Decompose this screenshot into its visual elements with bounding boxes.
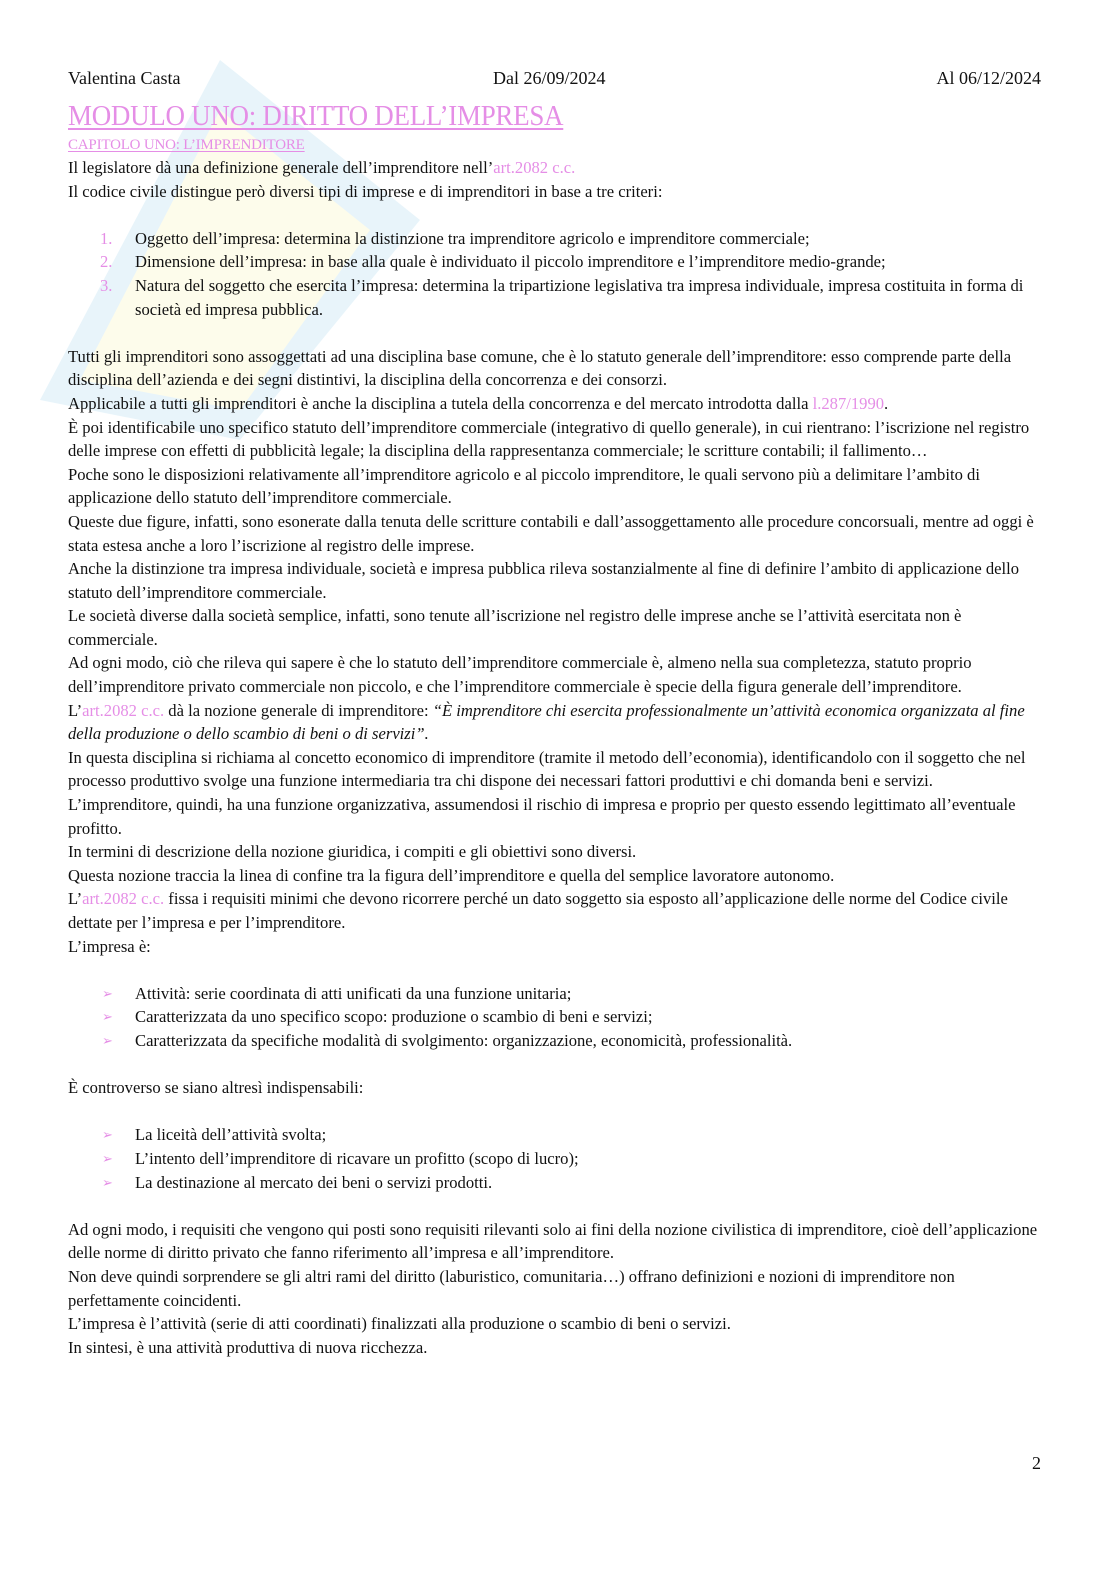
paragraph: Tutti gli imprenditori sono assoggettati ad una disciplina base comune, che è lo statuto generale dell’imprenditore: esso comprende parte della disciplina dell’azienda e dei segni distintivi, la disciplina della concorrenza e dei consorzi. — [68, 346, 1012, 390]
paragraph — [68, 392, 1043, 416]
intro-line-2: Il codice civile distingue però diversi tipi di imprese e di imprenditori in base a tre criteri: — [68, 181, 663, 201]
arrow-bullet-icon: ➢ — [102, 1032, 113, 1048]
law-reference: l.287/1990 — [812, 393, 885, 413]
paragraph: In sintesi, è una attività produttiva di nuova ricchezza. — [68, 1337, 428, 1357]
paragraph: È controverso se siano altresì indispensabili: — [68, 1078, 364, 1098]
list-item — [68, 1171, 1043, 1195]
criteria-list — [68, 227, 1043, 321]
criteria-number: 1. — [100, 228, 113, 248]
paragraph: Le società diverse dalla società semplice, infatti, sono tenute all’iscrizione nel registro delle imprese anche se l’attività esercitata non è commerciale. — [68, 606, 962, 649]
list-item-text: Caratterizzata da specifiche modalità di svolgimento: organizzazione, economicità, professionalità. — [135, 1030, 793, 1050]
controverso-list — [68, 1123, 1043, 1194]
criteria-text: Dimensione dell’impresa: in base alla quale è individuato il piccolo imprenditore e l’imprenditore medio-grande; — [135, 252, 886, 272]
arrow-bullet-icon: ➢ — [102, 1127, 113, 1143]
paragraph: Ad ogni modo, i requisiti che vengono qui posti sono requisiti rilevanti solo ai fini della nozione civilistica di imprenditore, cioè dell’applicazione delle norme di diritto privato che fanno riferimento all’impresa e all’imprenditore. — [68, 1219, 1038, 1263]
list-item-text: Caratterizzata da uno specifico scopo: produzione o scambio di beni e servizi; — [135, 1007, 653, 1027]
list-item — [68, 1005, 1043, 1029]
list-item-text: La liceità dell’attività svolta; — [135, 1125, 327, 1145]
paragraph — [68, 699, 1043, 746]
arrow-bullet-icon: ➢ — [102, 1174, 113, 1190]
header-to-date: Al 06/12/2024 — [936, 68, 1041, 88]
paragraph: Anche la distinzione tra impresa individuale, società e impresa pubblica rileva sostanzialmente al fine di definire l’ambito di applicazione dello statuto dell’imprenditore commerciale. — [68, 559, 1020, 602]
definition-quote: “È imprenditore chi esercita professionalmente un’attività economica organizzata al fine della produzione o dello scambio di beni o di servizi”. — [68, 700, 1025, 744]
article-reference: art.2082 c.c. — [493, 158, 576, 177]
paragraph: Queste due figure, infatti, sono esonerate dalla tenuta delle scritture contabili e dall’assoggettamento alle procedure concorsuali, mentre ad oggi è stata estesa anche a loro l’iscrizione al registro delle imprese. — [68, 511, 1034, 555]
chapter-title: CAPITOLO UNO: L’IMPRENDITORE — [68, 137, 305, 153]
intro-line-1 — [68, 156, 1043, 180]
paragraph: L’impresa è l’attività (serie di atti coordinati) finalizzati alla produzione o scambio di beni o servizi. — [68, 1314, 731, 1334]
criteria-item — [68, 274, 1043, 321]
criteria-number: 2. — [100, 252, 113, 272]
list-item — [68, 1147, 1043, 1171]
list-item-text: La destinazione al mercato dei beni o servizi prodotti. — [135, 1172, 493, 1192]
article-reference: art.2082 c.c. — [82, 700, 165, 720]
paragraph: In termini di descrizione della nozione giuridica, i compiti e gli obiettivi sono diversi. — [68, 842, 637, 862]
paragraph: Poche sono le disposizioni relativamente all’imprenditore agricolo e al piccolo imprenditore, le quali servono più a delimitare l’ambito di applicazione dello statuto dell’imprenditore commerciale. — [68, 464, 980, 508]
header-from-date: Dal 26/09/2024 — [493, 68, 606, 88]
arrow-bullet-icon: ➢ — [102, 1150, 113, 1166]
paragraph-text: dà la nozione generale di imprenditore: — [164, 700, 433, 720]
list-item — [68, 1123, 1043, 1147]
paragraph-text: fissa i requisiti minimi che devono ricorrere perché un dato soggetto sia esposto all’applicazione delle norme del Codice civile dettate per l’impresa e per l’imprenditore. — [68, 889, 1008, 932]
page-number: 2 — [1032, 1453, 1041, 1473]
paragraph-text: L’ — [68, 700, 83, 720]
list-item-text: L’intento dell’imprenditore di ricavare un profitto (scopo di lucro); — [135, 1148, 579, 1168]
article-reference: art.2082 c.c. — [82, 889, 165, 909]
arrow-bullet-icon: ➢ — [102, 985, 113, 1001]
paragraph: L’imprenditore, quindi, ha una funzione organizzativa, assumendosi il rischio di impresa e proprio per questo essendo legittimato all’eventuale profitto. — [68, 795, 1016, 838]
page-header — [68, 68, 1041, 94]
criteria-item — [68, 227, 1043, 251]
paragraph: Questa nozione traccia la linea di confine tra la figura dell’imprenditore e quella del semplice lavoratore autonomo. — [68, 865, 835, 885]
paragraph: In questa disciplina si richiama al concetto economico di imprenditore (tramite il metodo dell’economia), identificandolo con il soggetto che nel processo produttivo svolge una funzione intermediaria tra chi dispone dei necessari fattori produttivi e chi domanda beni e servizi. — [68, 747, 1026, 791]
paragraph-text: Applicabile a tutti gli imprenditori è anche la disciplina a tutela della concorrenza e del mercato introdotta dalla — [68, 393, 813, 413]
list-item — [68, 982, 1043, 1006]
intro-text: Il legislatore dà una definizione generale dell’imprenditore nell’ — [68, 158, 494, 177]
paragraph-text: L’ — [68, 889, 83, 909]
paragraph-text: . — [884, 393, 889, 413]
criteria-text: Natura del soggetto che esercita l’impresa: determina la tripartizione legislativa tra impresa individuale, impresa costituita in forma di società ed impresa pubblica. — [135, 275, 1024, 319]
list-item-text: Attività: serie coordinata di atti unificati da una funzione unitaria; — [135, 983, 572, 1003]
paragraph: È poi identificabile uno specifico statuto dell’imprenditore commerciale (integrativo di quello generale), in cui rientrano: l’iscrizione nel registro delle imprese con effetti di pubblicità legale; la disciplina della rappresentanza commerciale; le scritture contabili; il fallimento… — [68, 417, 1030, 461]
criteria-text: Oggetto dell’impresa: determina la distinzione tra imprenditore agricolo e imprenditore commerciale; — [135, 228, 810, 248]
header-author: Valentina Casta — [68, 68, 181, 88]
page-content — [68, 98, 1043, 1359]
paragraph: Non deve quindi sorprendere se gli altri rami del diritto (laburistico, comunitaria…) offrano definizioni e nozioni di imprenditore non perfettamente coincidenti. — [68, 1266, 955, 1310]
paragraph — [68, 887, 1043, 934]
criteria-number: 3. — [100, 275, 113, 295]
criteria-item — [68, 250, 1043, 274]
paragraph: L’impresa è: — [68, 936, 151, 956]
arrow-bullet-icon: ➢ — [102, 1009, 113, 1025]
paragraph: Ad ogni modo, ciò che rileva qui sapere è che lo statuto dell’imprenditore commerciale è, almeno nella sua completezza, statuto proprio dell’imprenditore privato commerciale non piccolo, e che l’imprenditore commerciale è specie della figura generale dell’imprenditore. — [68, 653, 972, 697]
list-item — [68, 1029, 1043, 1053]
module-title: MODULO UNO: DIRITTO DELL’IMPRESA — [68, 100, 564, 132]
impresa-list — [68, 982, 1043, 1053]
